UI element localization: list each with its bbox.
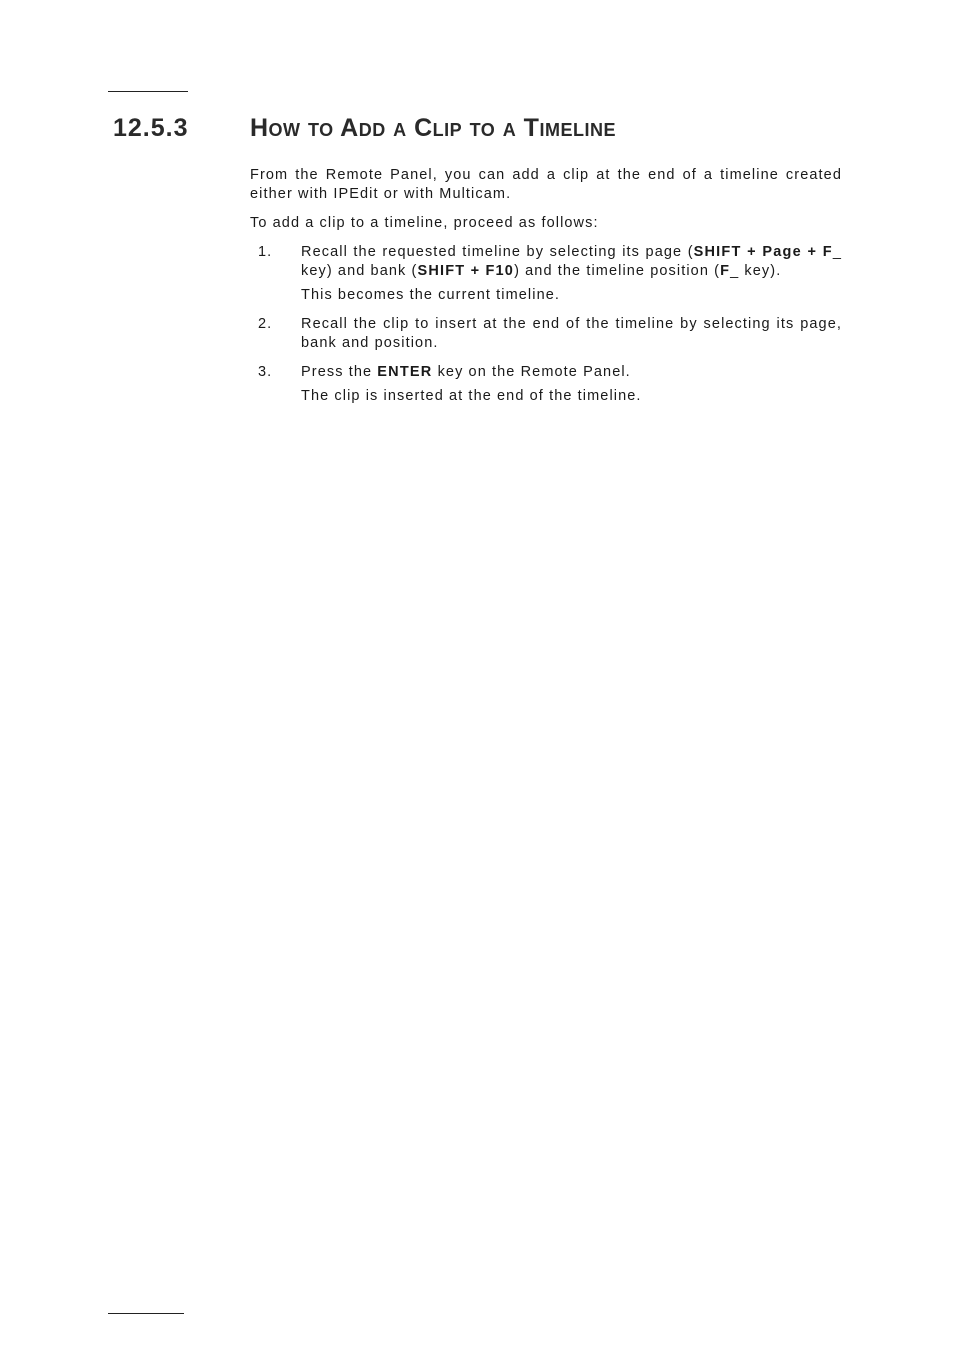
step-text (301, 243, 842, 281)
step-text-part: Press the (301, 364, 378, 380)
step-text (301, 363, 842, 382)
step-text-part: key on the Remote Panel. (432, 364, 631, 380)
step-note: This becomes the current timeline. (301, 287, 561, 303)
section-heading (113, 114, 853, 154)
step-text-part: _ key) and bank ( (301, 244, 842, 279)
key-f: F (720, 263, 731, 279)
footer-rule (108, 1313, 184, 1314)
step-text: Recall the clip to insert at the end of the timeline by selecting its page, bank and position. (301, 316, 842, 351)
section-body (250, 166, 842, 416)
step-text-part: _ key). (730, 263, 782, 279)
step-number: 1. (258, 244, 273, 260)
section-number: 12.5.3 (113, 114, 189, 142)
key-shift-f10: SHIFT + F10 (417, 263, 515, 279)
step-1 (250, 243, 842, 305)
step-3 (250, 363, 842, 406)
step-number: 3. (258, 364, 273, 380)
step-text-part: Recall the requested timeline by selecting its page ( (301, 244, 694, 260)
step-text-part: ) and the timeline position ( (514, 263, 721, 279)
key-shift-page-f: SHIFT + Page + F (693, 244, 833, 260)
section-title: How to Add a Clip to a Timeline (250, 114, 616, 142)
header-rule (108, 91, 188, 92)
procedure-steps (250, 243, 842, 406)
key-enter: ENTER (377, 364, 433, 380)
step-2 (250, 315, 842, 353)
step-note: The clip is inserted at the end of the timeline. (301, 388, 642, 404)
lead-paragraph: To add a clip to a timeline, proceed as follows: (250, 215, 599, 231)
step-number: 2. (258, 316, 273, 332)
intro-paragraph: From the Remote Panel, you can add a clip at the end of a timeline created either with IPEdit or with Multicam. (250, 167, 842, 202)
